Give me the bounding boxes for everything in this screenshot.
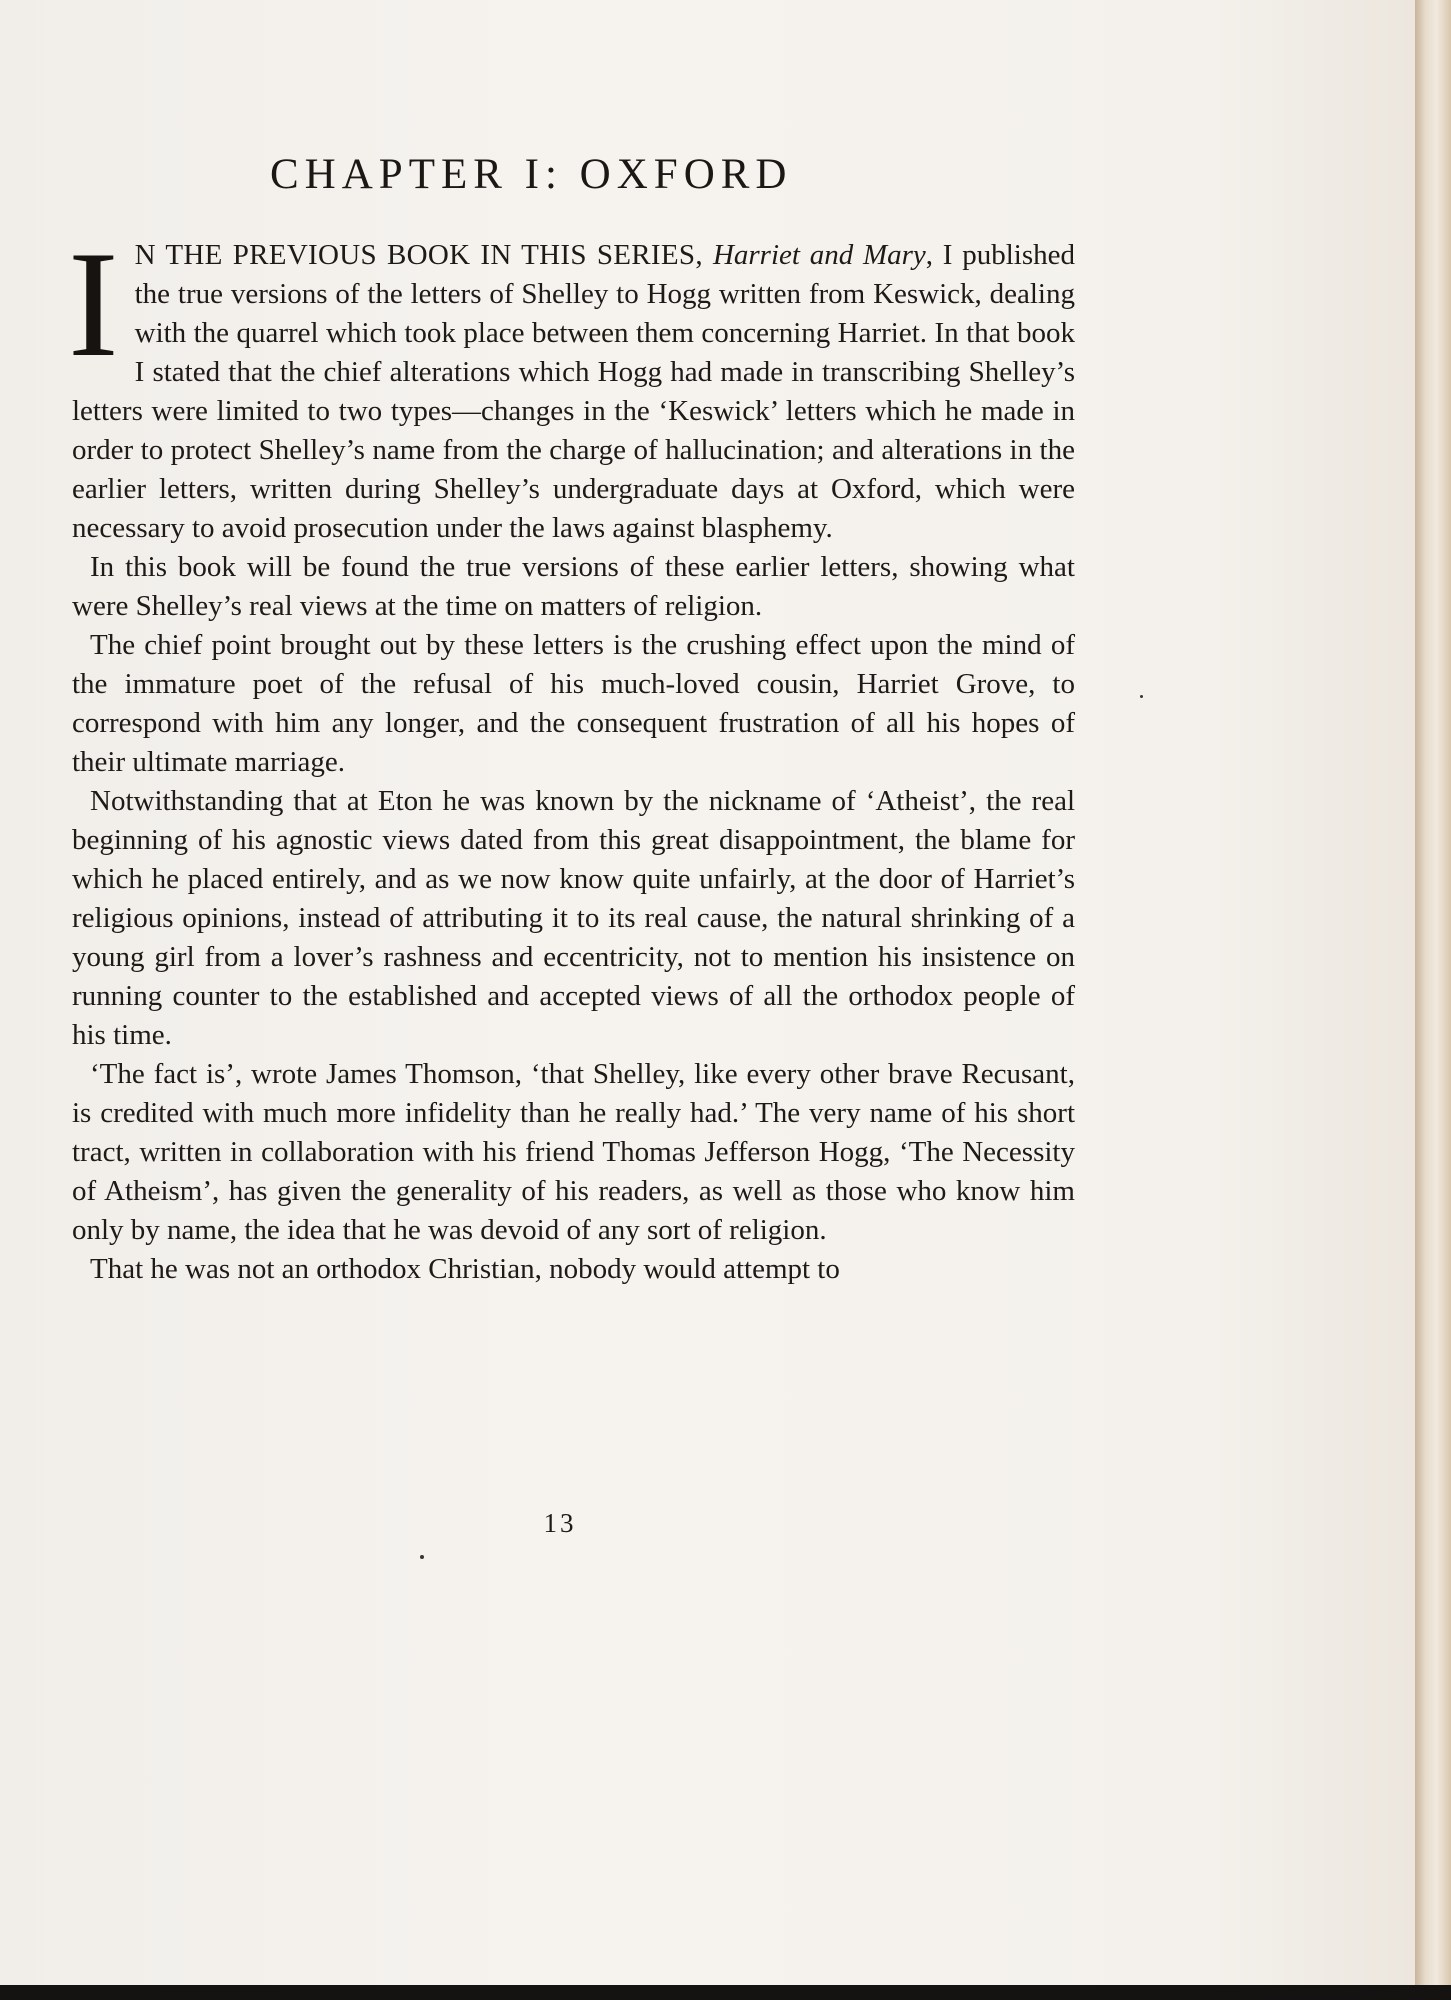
chapter-title: CHAPTER I: OXFORD	[270, 151, 793, 198]
paragraph-1	[68, 220, 1075, 548]
body-text	[68, 220, 1075, 1289]
page-number: 13	[543, 1508, 577, 1538]
scan-border	[0, 1985, 1451, 2000]
opening-caps: N THE PREVIOUS BOOK IN THIS SERIES,	[134, 239, 713, 271]
drop-cap: I	[68, 220, 119, 388]
page-edge	[1415, 0, 1451, 1985]
paragraph-1-text: , I published the true versions of the letters of Shelley to Hogg written from Keswick, dealing with the quarrel which took place between them concerning Harriet. In that book I stated that the chief alterations which Hogg had made in transcribing Shelley’s letters were limited to two types—changes in the ‘Keswick’ letters which he made in order to protect Shelley’s name from the charge of hallucination; and alterations in the earlier letters, written during Shelley’s undergraduate days at Oxford, which were necessary to avoid prosecution under the laws against blasphemy.	[72, 239, 1075, 544]
paragraph-3: The chief point brought out by these letters is the crushing effect upon the mind of the immature poet of the refusal of his much-loved cousin, Harriet Grove, to correspond with him any longer, and the consequent frustration of all his hopes of their ultimate marriage.	[72, 629, 1075, 778]
paper-speck	[1140, 695, 1143, 698]
paper-speck	[420, 1555, 424, 1559]
paragraph-2: In this book will be found the true versions of these earlier letters, showing what were Shelley’s real views at the time on matters of religion.	[72, 551, 1075, 622]
book-title: Harriet and Mary	[712, 239, 926, 271]
paragraph-6: That he was not an orthodox Christian, nobody would attempt to	[90, 1253, 840, 1285]
paragraph-4: Notwithstanding that at Eton he was known by the nickname of ‘Atheist’, the real beginning of his agnostic views dated from this great disappointment, the blame for which he placed entirely, and as we now know quite unfairly, at the door of Harriet’s religious opinions, instead of attributing it to its real cause, the natural shrinking of a young girl from a lover’s rashness and eccentricity, not to mention his insistence on running counter to the established and accepted views of all the orthodox people of his time.	[72, 785, 1075, 1051]
paragraph-5: ‘The fact is’, wrote James Thomson, ‘that Shelley, like every other brave Recusant, is credited with much more infidelity than he really had.’ The very name of his short tract, written in collaboration with his friend Thomas Jefferson Hogg, ‘The Necessity of Atheism’, has given the generality of his readers, as well as those who know him only by name, the idea that he was devoid of any sort of religion.	[72, 1058, 1075, 1246]
